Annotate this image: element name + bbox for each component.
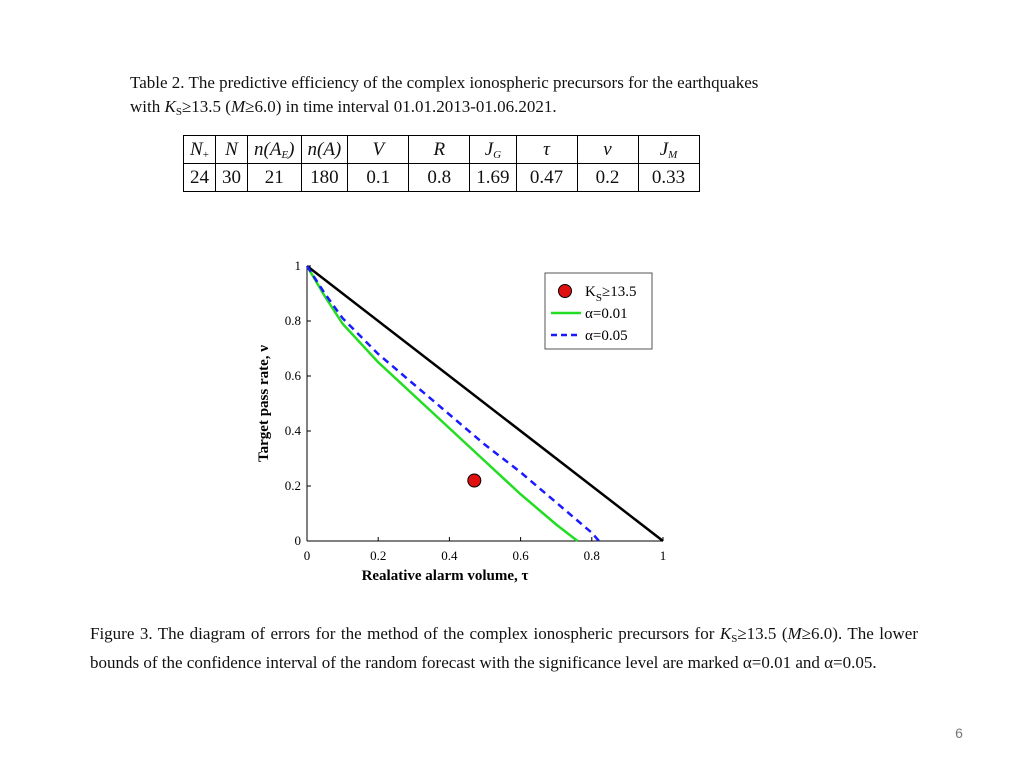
value-cell: 30 bbox=[216, 164, 248, 192]
figure-caption: Figure 3. The diagram of errors for the method of the complex ionospheric precursors for $K_S\ge 13.5$ (M≥6.0). The lower bounds of the confidence interval of the random forecast with the significance level are marked α=0.01 and α=0.05. bbox=[90, 624, 918, 672]
legend-label: $K_S\ge 13.5$ bbox=[585, 284, 637, 304]
legend-marker bbox=[559, 285, 572, 298]
legend-label: α=0.01 bbox=[585, 306, 628, 322]
table-caption: Table 2. The predictive efficiency of the complex ionospheric precursors for the earthquakes with $K_S\ge 13.5$ (M≥6.0) in time interval 01.01.2013-01.06.2021. bbox=[130, 73, 759, 118]
value-cell: 0.47 bbox=[516, 164, 577, 192]
value-cell: 21 bbox=[248, 164, 302, 192]
efficiency-table bbox=[183, 135, 700, 192]
header-cell: N bbox=[216, 136, 248, 164]
error-diagram-chart bbox=[240, 245, 680, 595]
table-header-row bbox=[184, 136, 700, 164]
x-tick-label: 1 bbox=[659, 548, 667, 563]
value-cell: 180 bbox=[301, 164, 348, 192]
y-axis-label: Target pass rate, ν bbox=[256, 345, 272, 462]
header-cell: $J_G$ bbox=[470, 136, 516, 164]
table-value-row bbox=[184, 164, 700, 192]
header-cell: $n(A_E)$ bbox=[248, 136, 302, 164]
x-tick-label: 0.4 bbox=[441, 548, 458, 563]
value-cell: 0.2 bbox=[577, 164, 638, 192]
data-point-marker bbox=[468, 474, 481, 487]
y-tick-label: 0.8 bbox=[284, 313, 301, 328]
header-cell: n(A) bbox=[301, 136, 348, 164]
x-tick-label: 0.8 bbox=[583, 548, 600, 563]
series-line--0-01 bbox=[307, 266, 578, 541]
value-cell: 24 bbox=[184, 164, 216, 192]
legend-label: α=0.05 bbox=[585, 328, 628, 344]
y-tick-label: 0 bbox=[294, 533, 301, 548]
header-cell: $J_M$ bbox=[638, 136, 699, 164]
value-cell: 1.69 bbox=[470, 164, 516, 192]
page-number: 6 bbox=[955, 725, 963, 741]
x-tick-label: 0 bbox=[303, 548, 311, 563]
header-cell: ν bbox=[577, 136, 638, 164]
header-cell: V bbox=[348, 136, 409, 164]
header-cell: R bbox=[409, 136, 470, 164]
x-axis-label: Realative alarm volume, τ bbox=[361, 568, 529, 584]
header-cell: $N_+$ bbox=[184, 136, 216, 164]
y-tick-label: 0.4 bbox=[284, 423, 301, 438]
table-caption-line1: Table 2. The predictive efficiency of the complex ionospheric precursors for the earthquakes bbox=[130, 73, 759, 92]
header-cell: τ bbox=[516, 136, 577, 164]
x-tick-label: 0.6 bbox=[512, 548, 529, 563]
y-tick-label: 1 bbox=[294, 258, 301, 273]
y-tick-label: 0.2 bbox=[284, 478, 301, 493]
value-cell: 0.8 bbox=[409, 164, 470, 192]
value-cell: 0.33 bbox=[638, 164, 699, 192]
value-cell: 0.1 bbox=[348, 164, 409, 192]
y-tick-label: 0.6 bbox=[284, 368, 301, 383]
x-tick-label: 0.2 bbox=[370, 548, 387, 563]
